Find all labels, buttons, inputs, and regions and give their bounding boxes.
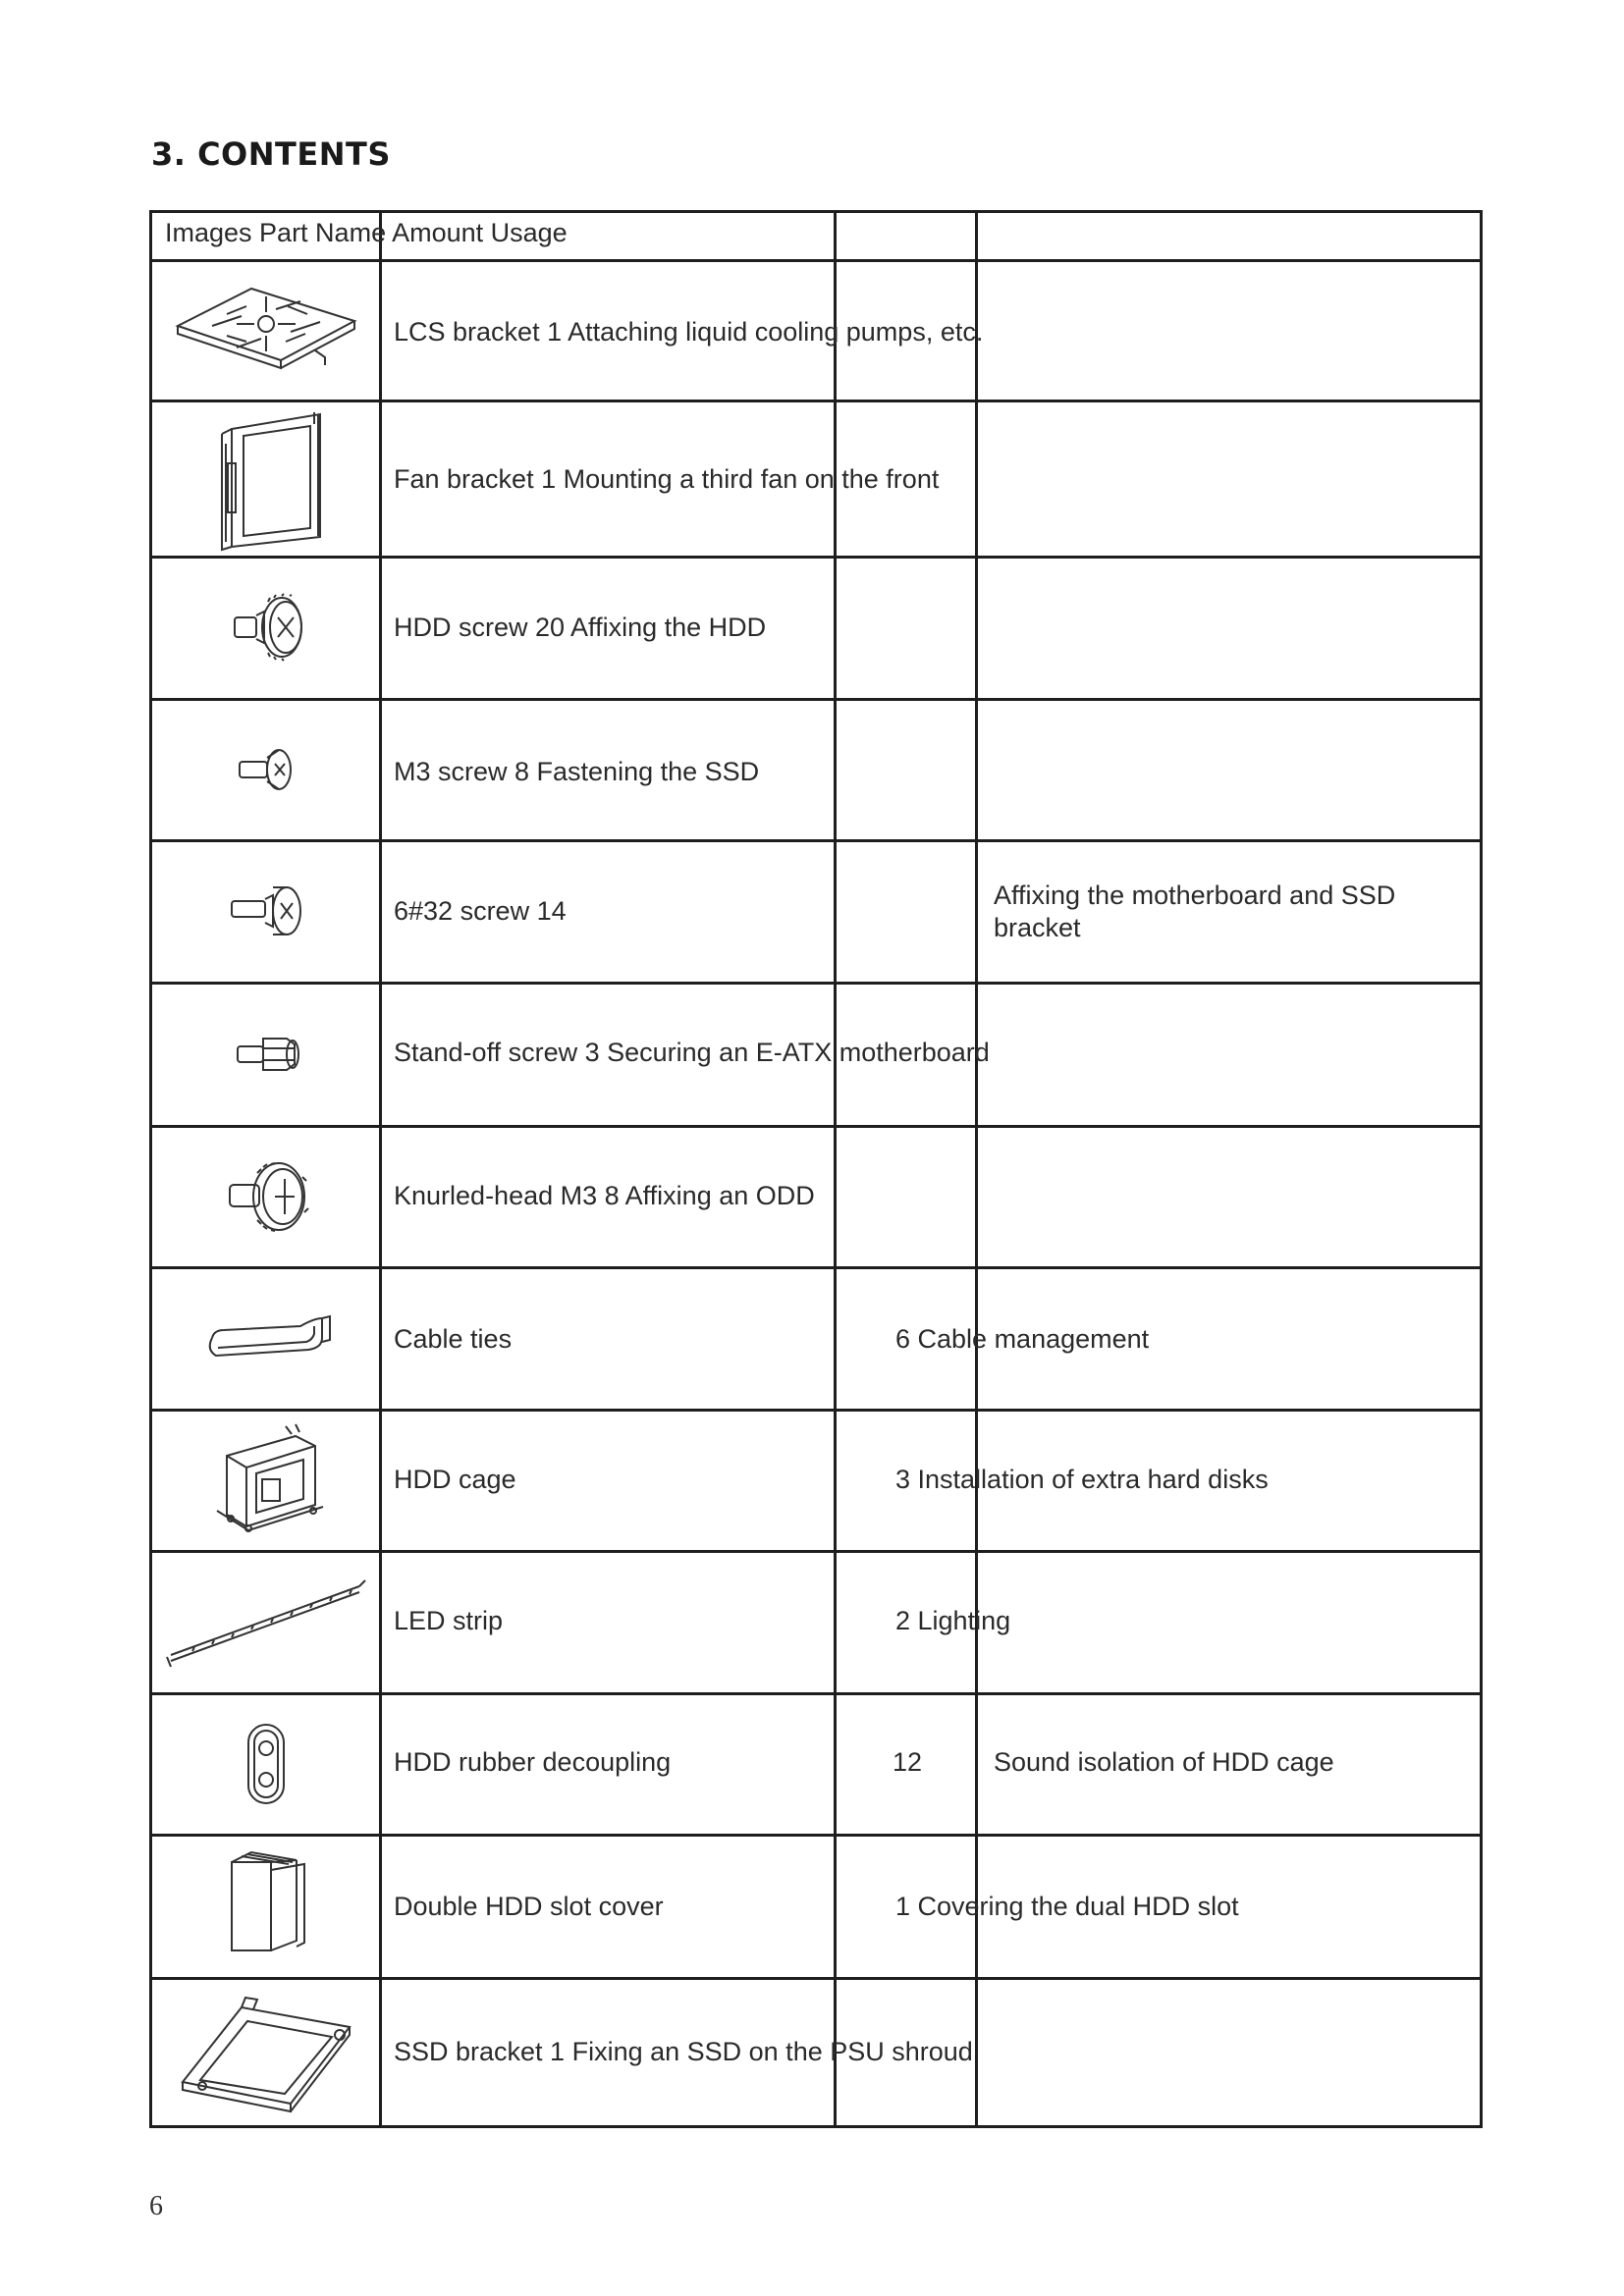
table-header: Images Part Name Amount Usage — [165, 218, 568, 247]
list-item: SSD bracket 1 Fixing an SSD on the PSU shroud — [394, 2037, 973, 2066]
table-cell: 6 Cable management — [895, 1324, 1150, 1354]
table-cell: Double HDD slot cover — [394, 1892, 664, 1921]
table-cell: LED strip — [394, 1606, 504, 1635]
table-cell: HDD cage — [394, 1465, 516, 1494]
table-cell: 3 Installation of extra hard disks — [895, 1465, 1269, 1494]
list-item: HDD screw 20 Affixing the HDD — [394, 613, 767, 642]
section-title: 3. CONTENTS — [151, 135, 391, 173]
knurled-head-screw-icon — [155, 1128, 377, 1264]
hdd-screw-icon — [155, 559, 377, 696]
table-rule — [149, 2125, 1483, 2128]
stand-off-screw-icon — [155, 985, 377, 1123]
list-item: Stand-off screw 3 Securing an E-ATX motherboard — [394, 1038, 990, 1067]
lcs-bracket-icon — [155, 264, 377, 398]
6-32-screw-icon — [155, 842, 377, 980]
table-rule — [149, 210, 1483, 213]
ssd-bracket-icon — [155, 1980, 377, 2123]
table-rule — [1480, 210, 1483, 2128]
table-cell: Cable ties — [394, 1324, 513, 1354]
table-cell: 2 Lighting — [895, 1606, 1011, 1635]
m3-screw-icon — [155, 701, 377, 837]
table-rule — [379, 210, 382, 2128]
table-cell: 1 Covering the dual HDD slot — [895, 1892, 1239, 1921]
list-item: LCS bracket 1 Attaching liquid cooling pumps, etc. — [394, 317, 984, 347]
list-item: Knurled-head M3 8 Affixing an ODD — [394, 1181, 815, 1210]
slot-cover-icon — [155, 1837, 377, 1975]
table-rule — [149, 259, 1483, 262]
table-cell: 12 — [893, 1747, 923, 1777]
led-strip-icon — [155, 1553, 377, 1690]
cable-tie-icon — [155, 1269, 377, 1407]
contents-table — [149, 210, 1483, 2128]
page-number: 6 — [149, 2191, 163, 2221]
list-item: M3 screw 8 Fastening the SSD — [394, 757, 760, 786]
table-rule — [975, 210, 978, 2128]
hdd-cage-icon — [155, 1412, 377, 1548]
table-rule — [149, 210, 152, 2128]
table-cell: HDD rubber decoupling — [394, 1747, 672, 1777]
rubber-decoupling-icon — [155, 1695, 377, 1832]
table-rule — [834, 210, 837, 2128]
table-cell: Affixing the motherboard and SSD bracket — [994, 881, 1396, 942]
list-item: Fan bracket 1 Mounting a third fan on the front — [394, 464, 940, 494]
table-cell: Sound isolation of HDD cage — [994, 1747, 1334, 1777]
fan-bracket-icon — [155, 402, 377, 554]
table-cell: 6#32 screw 14 — [394, 896, 567, 926]
